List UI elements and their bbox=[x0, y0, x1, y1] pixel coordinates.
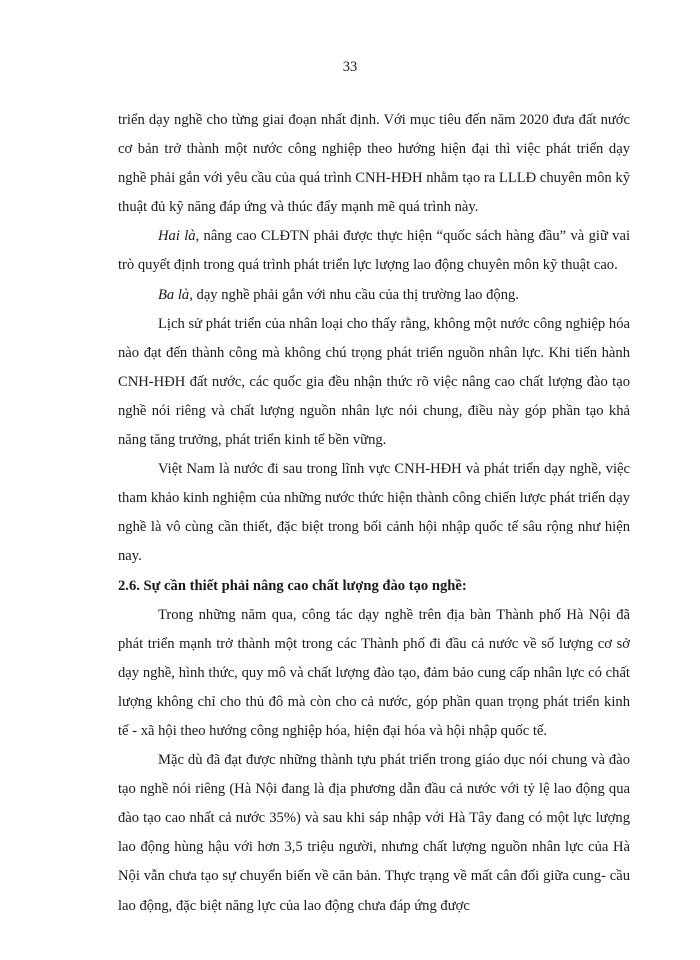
paragraph-7: Mặc dù đã đạt được những thành tựu phát triển trong giáo dục nói chung và đào tạo nghề nói riêng (Hà Nội đang là địa phương dẫn đầu cả nước với tỷ lệ lao động qua đào tạo cao nhất cả nước 35%) và sau khi sáp nhập với Hà Tây đang có một lực lượng lao động hùng hậu với hơn 3,5 triệu người, nhưng chất lượng nguồn nhân lực của Hà Nội vẫn chưa tạo sự chuyển biến về căn bản. Thực trạng về mất cân đối giữa cung- cầu lao động, đặc biệt năng lực của lao động chưa đáp ứng được bbox=[118, 752, 630, 914]
paragraph-4: Lịch sử phát triển của nhân loại cho thấy rằng, không một nước công nghiệp hóa nào đạt đến thành công mà không chú trọng phát triển nguồn nhân lực. Khi tiến hành CNH-HĐH đất nước, các quốc gia đều nhận thức rõ việc nâng cao chất lượng đào tạo nghề nói riêng và chất lượng nguồn nhân lực nói chung, điều này góp phần tạo khả năng tăng trưởng, phát triển kinh tế bền vững. bbox=[118, 315, 630, 449]
paragraph-6: Trong những năm qua, công tác dạy nghề trên địa bàn Thành phố Hà Nội đã phát triển mạnh trở thành một trong các Thành phố đi đầu cả nước về số lượng cơ sở dạy nghề, hình thức, quy mô và chất lượng đào tạo, đảm bảo cung cấp nhân lực có chất lượng không chỉ cho thủ đô mà còn cho cả nước, góp phần quan trọng phát triển kinh tế - xã hội theo hướng công nghiệp hóa, hiện đại hóa và hội nhập quốc tế. bbox=[118, 606, 630, 739]
paragraph-2 bbox=[118, 222, 630, 280]
paragraph-3 bbox=[118, 281, 630, 310]
paragraph-1: triển dạy nghề cho từng giai đoạn nhất định. Với mục tiêu đến năm 2020 đưa đất nước cơ bản trở thành một nước công nghiệp theo hướng hiện đại thì việc phát triển dạy nghề phải gắn với yêu cầu của quá trình CNH-HĐH nhằm tạo ra LLLĐ chuyên môn kỹ thuật đủ kỹ năng đáp ứng và thúc đẩy mạnh mẽ quá trình này. bbox=[118, 112, 630, 216]
paragraph-2-lead: Hai là bbox=[158, 228, 196, 245]
paragraph-3-text: , dạy nghề phải gắn với nhu cầu của thị trường lao động. bbox=[189, 286, 519, 303]
paragraph-5: Việt Nam là nước đi sau trong lĩnh vực CNH-HĐH và phát triển dạy nghề, việc tham khảo kinh nghiệm của những nước thức hiện thành công chiến lược phát triển dạy nghề là vô cùng cần thiết, đặc biệt trong bối cảnh hội nhập quốc tế sâu rộng như hiện nay. bbox=[118, 461, 630, 565]
paragraph-2-text: , nâng cao CLĐTN phải được thực hiện “quốc sách hàng đầu” và giữ vai trò quyết định trong quá trình phát triển lực lượng lao động chuyên môn kỹ thuật cao. bbox=[118, 228, 631, 274]
document-body bbox=[118, 106, 630, 921]
paragraph-3-lead: Ba là bbox=[158, 286, 190, 303]
section-heading: 2.6. Sự cần thiết phải nâng cao chất lượng đào tạo nghề: bbox=[118, 577, 467, 594]
page-number: 33 bbox=[342, 59, 358, 75]
